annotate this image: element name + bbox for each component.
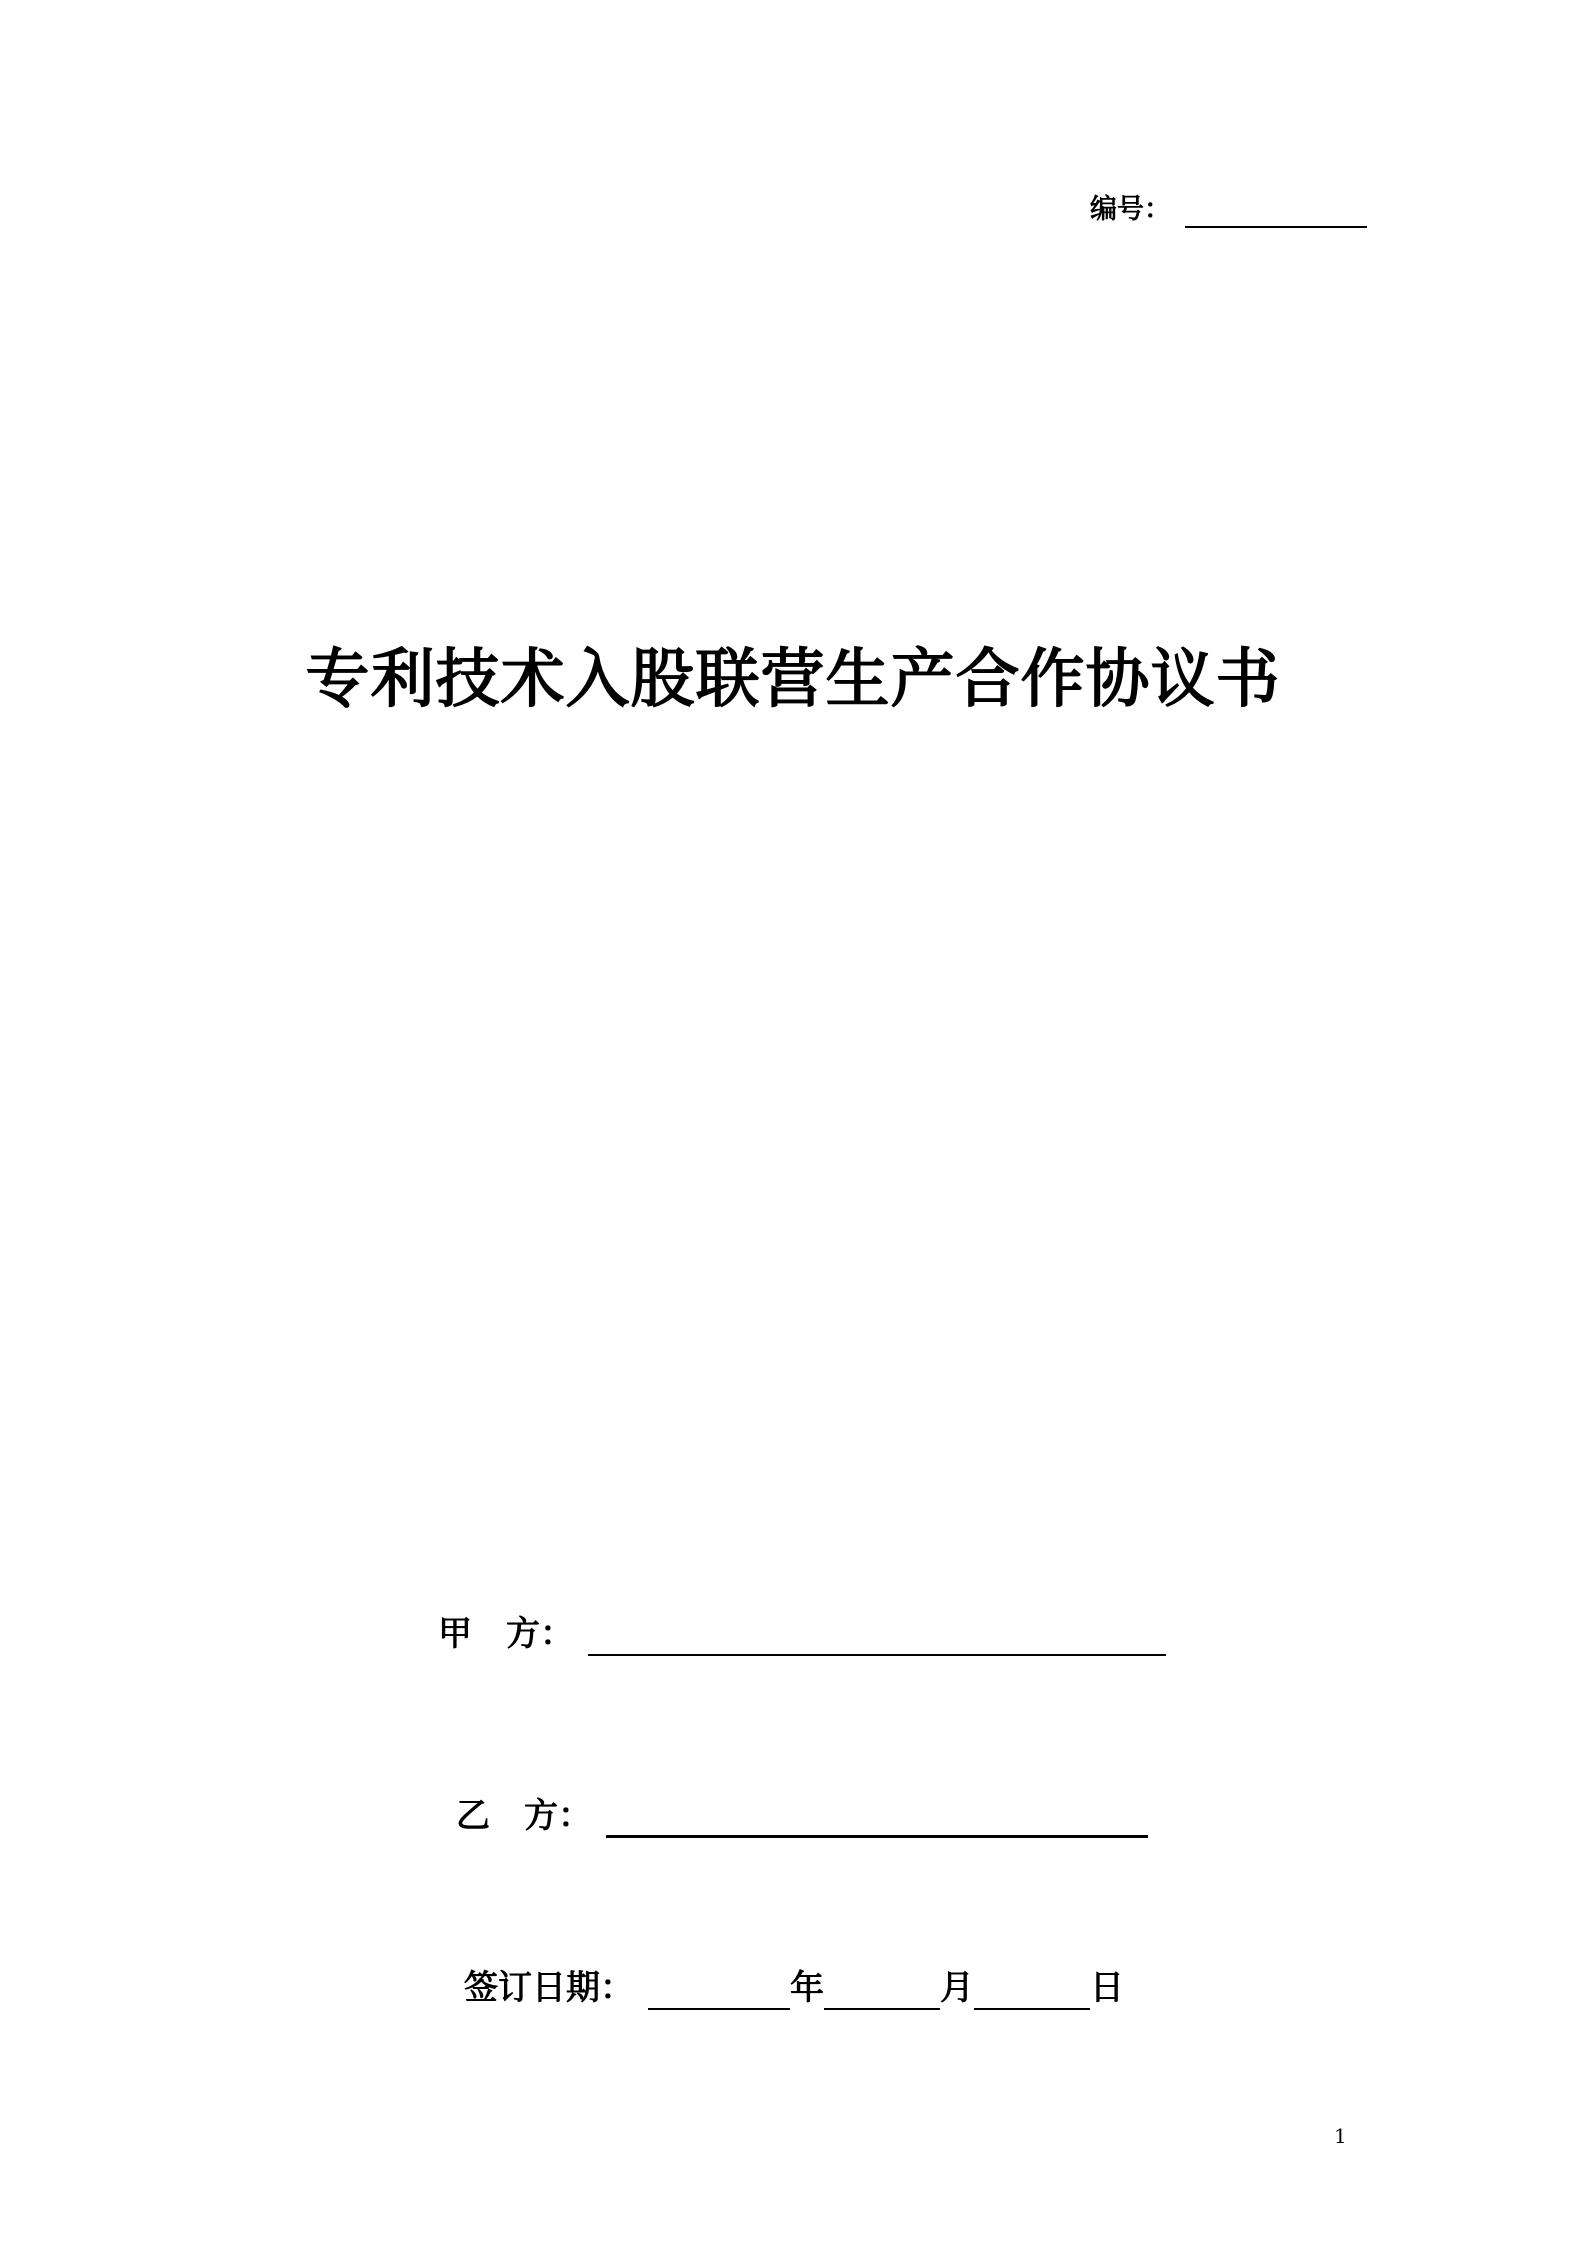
party-b-blank bbox=[606, 1799, 1148, 1838]
day-label: 日 bbox=[1090, 1968, 1124, 2008]
year-blank bbox=[648, 1972, 790, 2010]
signing-date-label: 签订日期： bbox=[464, 1968, 634, 2008]
month-label: 月 bbox=[940, 1968, 974, 2008]
signing-date-field bbox=[464, 1966, 1124, 2010]
serial-number-blank bbox=[1185, 196, 1367, 228]
month-blank bbox=[824, 1972, 940, 2010]
document-title: 专利技术入股联营生产合作协议书 bbox=[305, 643, 1281, 717]
party-b-field bbox=[456, 1794, 1148, 1838]
party-a-blank bbox=[588, 1618, 1166, 1656]
serial-number-field bbox=[1090, 192, 1367, 228]
year-label: 年 bbox=[790, 1968, 824, 2008]
party-a-label: 甲 方： bbox=[438, 1614, 574, 1654]
day-blank bbox=[974, 1972, 1090, 2010]
party-a-field bbox=[438, 1612, 1166, 1656]
serial-number-label: 编号： bbox=[1090, 194, 1171, 225]
page-number: 1 bbox=[1334, 2124, 1347, 2148]
party-b-label: 乙 方： bbox=[456, 1796, 592, 1836]
